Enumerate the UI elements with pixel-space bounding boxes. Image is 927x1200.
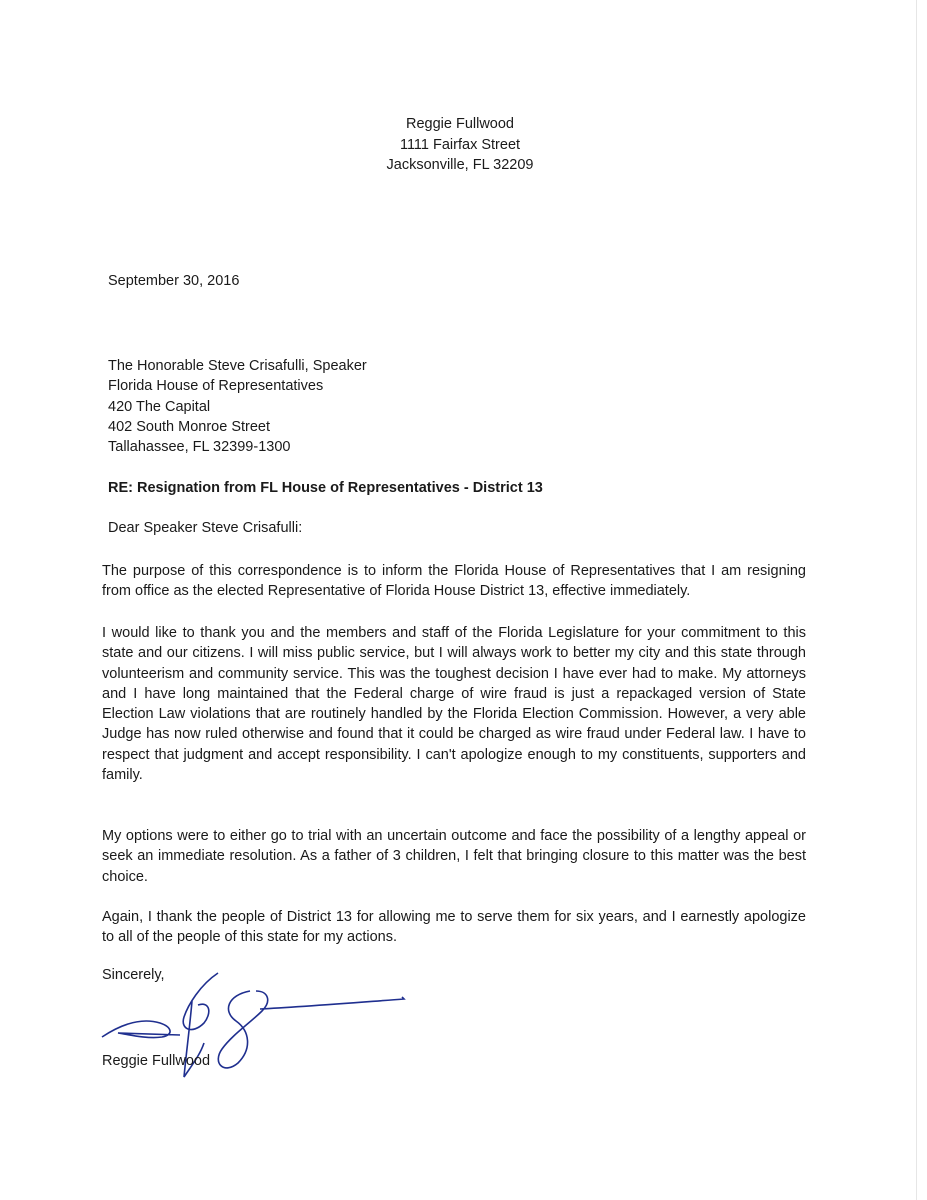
subject-line: RE: Resignation from FL House of Representatives - District 13 [108, 480, 543, 496]
body-paragraph-2: I would like to thank you and the members and staff of the Florida Legislature for your commitment to this state and our citizens. I will miss public service, but I will always work to better my city and this state through volunteerism and community service. This was the toughest decision I have ever had to make. My attorneys and I have long maintained that the Federal charge of wire fraud is just a repackaged version of State Election Law violations that are routinely handled by the Florida Election Commission. However, a very able Judge has now ruled otherwise and found that it could be charged as wire fraud under Federal law. I have to respect that judgment and accept responsibility. I can't apologize enough to my constituents, supporters and family. [102, 625, 806, 784]
recipient-line-3: 420 The Capital [108, 398, 211, 415]
body-paragraph-1: The purpose of this correspondence is to inform the Florida House of Representatives that I am resigning from office as the elected Representative of Florida House District 13, effective immediately. [102, 563, 806, 600]
sender-city: Jacksonville, FL 32209 [386, 157, 534, 173]
sender-name: Reggie Fullwood [405, 116, 514, 132]
recipient-line-4: 402 South Monroe Street [108, 418, 271, 435]
signature-stroke-eight [218, 991, 267, 1068]
closing: Sincerely, [102, 967, 165, 983]
body-paragraph-4: Again, I thank the people of District 13 for allowing me to serve them for six years, and I earnestly apologize to all of the people of this state for my actions. [102, 909, 806, 946]
signature-stroke-swoosh [102, 1021, 180, 1038]
recipient-line-5: Tallahassee, FL 32399-1300 [108, 439, 291, 456]
recipient-line-2: Florida House of Representatives [108, 378, 324, 395]
signature-stroke-tail [260, 997, 404, 1009]
sender-address [360, 114, 560, 176]
recipient-line-1: The Honorable Steve Crisafulli, Speaker [108, 358, 367, 374]
sender-street: 1111 Fairfax Street [399, 136, 521, 153]
scan-edge-line [916, 0, 917, 1200]
body-paragraph-3: My options were to either go to trial with an uncertain outcome and face the possibility of a lengthy appeal or seek an immediate resolution. As a father of 3 children, I felt that bringing closure to this matter was the best choice. [102, 828, 806, 885]
signer-name: Reggie Fullwood [102, 1053, 211, 1069]
signature-stroke-loop [183, 973, 218, 1030]
salutation: Dear Speaker Steve Crisafulli: [108, 520, 303, 536]
letter-date: September 30, 2016 [108, 273, 240, 289]
recipient-address [108, 356, 367, 457]
